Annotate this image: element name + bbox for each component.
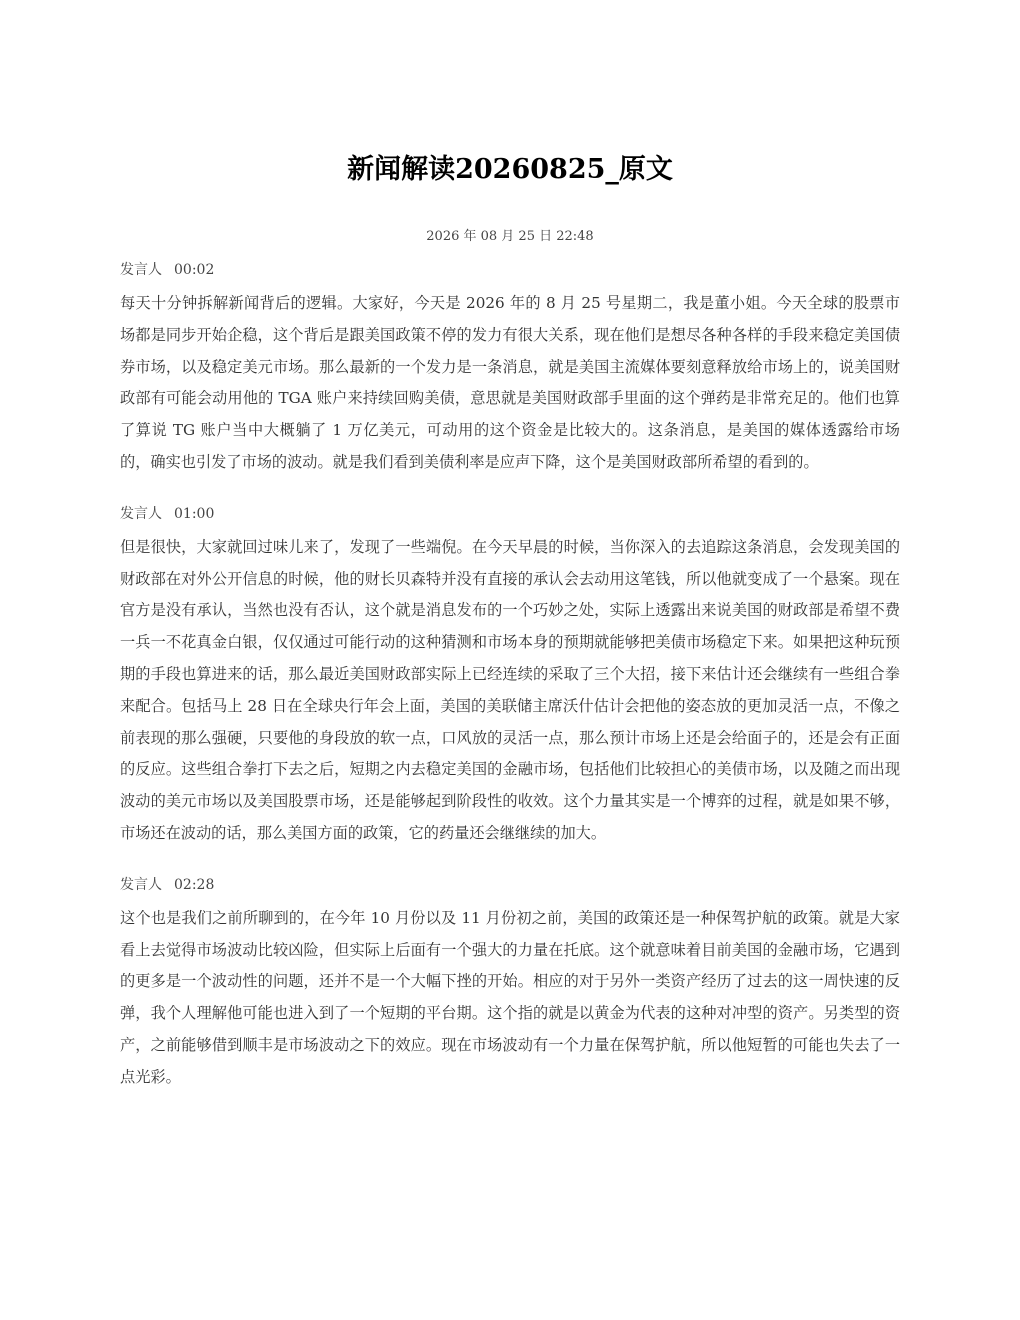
timestamp: 01:00 [174, 505, 215, 522]
speaker-line [120, 503, 900, 525]
speaker-name: 发言人 [120, 876, 162, 893]
transcript-segment [120, 503, 900, 850]
transcript-text: 但是很快，大家就回过味儿来了，发现了一些端倪。在今天早晨的时候，当你深入的去追踪这条消息，会发现美国的财政部在对外公开信息的时候，他的财长贝森特并没有直接的承认会去动用这笔钱，所以他就变成了一个悬案。现在官方是没有承认，当然也没有否认，这个就是消息发布的一个巧妙之处，实际上透露出来说美国的财政部是希望不费一兵一不花真金白银，仅仅通过可能行动的这种猜测和市场本身的预期就能够把美债市场稳定下来。如果把这种玩预期的手段也算进来的话，那么最近美国财政部实际上已经连续的采取了三个大招，接下来估计还会继续有一些组合拳来配合。包括马上 28 日在全球央行年会上面，美国的美联储主席沃什估计会把他的姿态放的更加灵活一点，不像之前表现的那么强硬，只要他的身段放的软一点，口风放的灵活一点，那么预计市场上还是会给面子的，还是会有正面的反应。这些组合拳打下去之后，短期之内去稳定美国的金融市场，包括他们比较担心的美债市场，以及随之而出现波动的美元市场以及美国股票市场，还是能够起到阶段性的收效。这个力量其实是一个博弈的过程，就是如果不够，市场还在波动的话，那么美国方面的政策，它的药量还会继继续的加大。 [120, 537, 900, 842]
document-date: 2026 年 08 月 25 日 22:48 [426, 229, 594, 244]
transcript-segment [120, 259, 900, 479]
transcript-segment [120, 874, 900, 1094]
transcript-text: 每天十分钟拆解新闻背后的逻辑。大家好，今天是 2026 年的 8 月 25 号星期二，我是董小姐。今天全球的股票市场都是同步开始企稳，这个背后是跟美国政策不停的发力有很大关系，现在他们是想尽各种各样的手段来稳定美国债券市场，以及稳定美元市场。那么最新的一个发力是一条消息，就是美国主流媒体要刻意释放给市场上的，说美国财政部有可能会动用他的 TGA 账户来持续回购美债，意思就是美国财政部手里面的这个弹药是非常充足的。他们也算了算说 TG 账户当中大概躺了 1 万亿美元，可动用的这个资金是比较大的。这条消息，是美国的媒体透露给市场的，确实也引发了市场的波动。就是我们看到美债利率是应声下降，这个是美国财政部所希望的看到的。 [120, 294, 900, 471]
speaker-name: 发言人 [120, 505, 162, 522]
timestamp: 02:28 [174, 876, 215, 893]
transcript [120, 259, 900, 1118]
speaker-line [120, 259, 900, 281]
timestamp: 00:02 [174, 262, 215, 278]
document-title: 新闻解读20260825_原文 [347, 154, 673, 185]
speaker-line [120, 874, 900, 896]
transcript-text: 这个也是我们之前所聊到的，在今年 10 月份以及 11 月份初之前，美国的政策还是一种保驾护航的政策。就是大家看上去觉得市场波动比较凶险，但实际上后面有一个强大的力量在托底。这个就意味着目前美国的金融市场，它遇到的更多是一个波动性的问题，还并不是一个大幅下挫的开始。相应的对于另外一类资产经历了过去的这一周快速的反弹，我个人理解他可能也进入到了一个短期的平台期。这个指的就是以黄金为代表的这种对冲型的资产。另类型的资产，之前能够借到顺丰是市场波动之下的效应。现在市场波动有一个力量在保驾护航，所以他短暂的可能也失去了一点光彩。 [120, 908, 900, 1086]
speaker-name: 发言人 [120, 262, 162, 278]
